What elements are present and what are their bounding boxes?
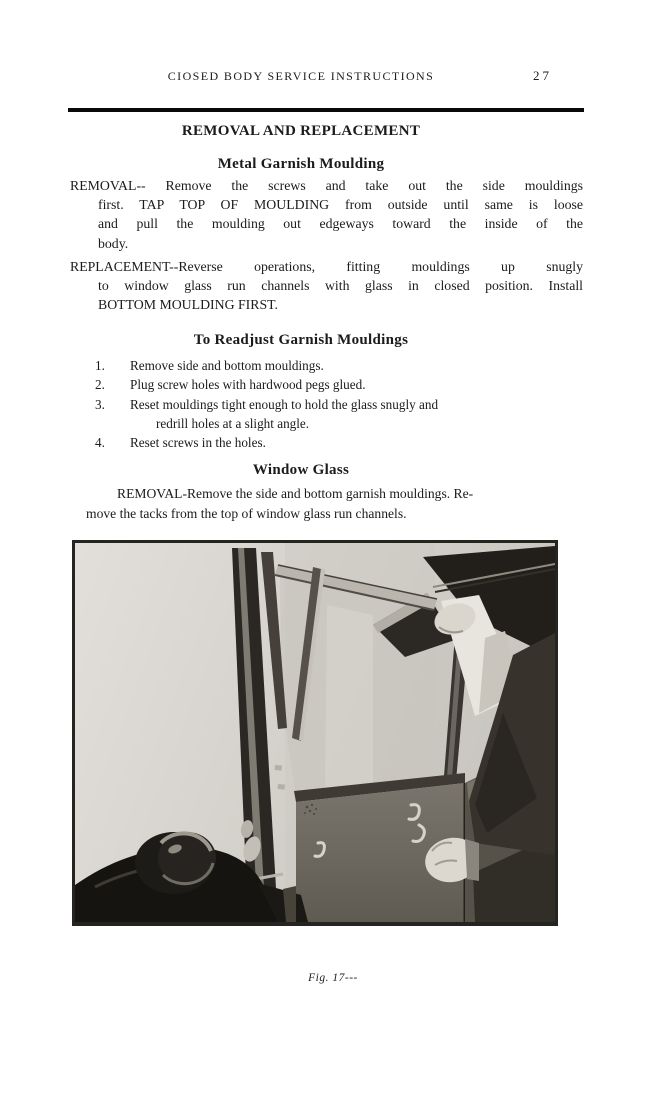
section-heading-metal-garnish-moulding: Metal Garnish Moulding [217, 156, 385, 172]
paragraph-line: REMOVAL-Remove the side and bottom garnish mouldings. Re- [117, 486, 474, 501]
list-item-text: Reset screws in the holes. [130, 435, 266, 451]
paragraph-removal [70, 176, 583, 253]
paragraph-window-glass-removal [86, 484, 576, 523]
paragraph-replacement [70, 257, 583, 315]
list-item-text: Plug screw holes with hardwood pegs glued. [130, 377, 366, 393]
list-item-number: 2. [95, 377, 105, 393]
list-item [95, 356, 530, 375]
page-number: 27 [533, 68, 552, 83]
section-heading-removal-and-replacement: REMOVAL AND REPLACEMENT [181, 123, 421, 139]
paragraph-line: first. TAP TOP OF MOULDING from outside until same is loose [98, 197, 583, 213]
list-item [95, 433, 530, 452]
list-item [95, 395, 530, 434]
paragraph-line: BOTTOM MOULDING FIRST. [98, 297, 279, 313]
list-item-number: 1. [95, 358, 105, 373]
figure-photo-car-door-window [72, 540, 558, 926]
paragraph-line: and pull the moulding out edgeways toward the inside of the [98, 216, 583, 232]
photo-illustration [75, 543, 555, 922]
list-item [95, 375, 530, 394]
paragraph-line: REPLACEMENT--Reverse operations, fitting mouldings up snugly [70, 259, 583, 274]
running-title: CIOSED BODY SERVICE INSTRUCTIONS [167, 69, 435, 83]
list-item-text: redrill holes at a slight angle. [156, 415, 310, 431]
readjust-steps-list [95, 356, 530, 452]
paragraph-line: REMOVAL-- Remove the screws and take out the side mouldings [70, 178, 583, 193]
list-item-number: 4. [95, 435, 105, 451]
list-item-text: Reset mouldings tight enough to hold the glass snugly and [130, 396, 439, 412]
paragraph-line: to window glass run channels with glass in closed position. Install [98, 278, 583, 294]
header-rule [68, 108, 584, 112]
list-item-text: Remove side and bottom mouldings. [130, 358, 324, 373]
section-heading-readjust-garnish-mouldings: To Readjust Garnish Mouldings [193, 332, 409, 348]
paragraph-line: move the tacks from the top of window glass run channels. [86, 505, 407, 521]
paragraph-line: body. [98, 235, 129, 251]
figure-caption: Fig. 17--- [308, 972, 358, 984]
list-item-number: 3. [95, 396, 105, 412]
section-heading-window-glass: Window Glass [252, 462, 350, 478]
